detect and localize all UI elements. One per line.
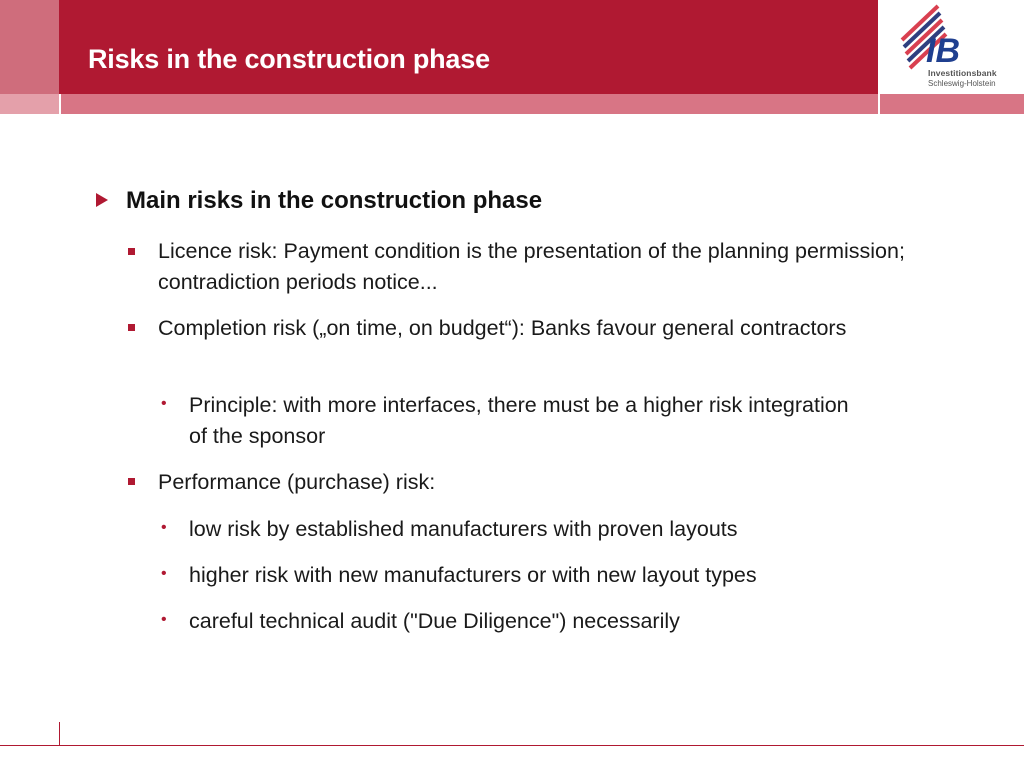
square-bullet-icon — [128, 324, 135, 331]
section-heading: Main risks in the construction phase — [126, 187, 543, 214]
strip-left-segment — [0, 94, 59, 114]
strip-divider-left — [59, 94, 61, 114]
bullet-completion-risk: Completion risk („on time, on budget“): Banks favour general contractors — [158, 316, 847, 340]
footer-tick — [59, 722, 60, 746]
strip-divider-right — [878, 94, 880, 114]
square-bullet-icon — [128, 248, 135, 255]
header-left-block — [0, 0, 59, 94]
footer-line — [0, 745, 1024, 746]
slide-title: Risks in the construction phase — [88, 44, 490, 74]
dot-bullet-icon: • — [161, 565, 167, 582]
bullet-performance-risk: Performance (purchase) risk: — [158, 470, 436, 494]
dot-bullet-icon: • — [161, 395, 167, 412]
logo-mark: IB — [926, 32, 960, 70]
dot-bullet-icon: • — [161, 519, 167, 536]
bullet-licence-risk: Licence risk: Payment condition is the presentation of the planning permission; contradiction periods notice... — [158, 239, 905, 294]
square-bullet-icon — [128, 478, 135, 485]
triangle-bullet-icon — [96, 193, 108, 207]
subbullet-higher-risk: higher risk with new manufacturers or with new layout types — [189, 563, 757, 587]
logo-region: Schleswig-Holstein — [928, 79, 996, 88]
dot-bullet-icon: • — [161, 611, 167, 628]
subbullet-low-risk: low risk by established manufacturers with proven layouts — [189, 517, 738, 541]
subbullet-principle: Principle: with more interfaces, there must be a higher risk integration of the sponsor — [189, 393, 849, 448]
logo-name: Investitionsbank — [928, 68, 997, 78]
header-strip — [0, 94, 1024, 114]
subbullet-technical-audit: careful technical audit ("Due Diligence") necessarily — [189, 609, 680, 633]
